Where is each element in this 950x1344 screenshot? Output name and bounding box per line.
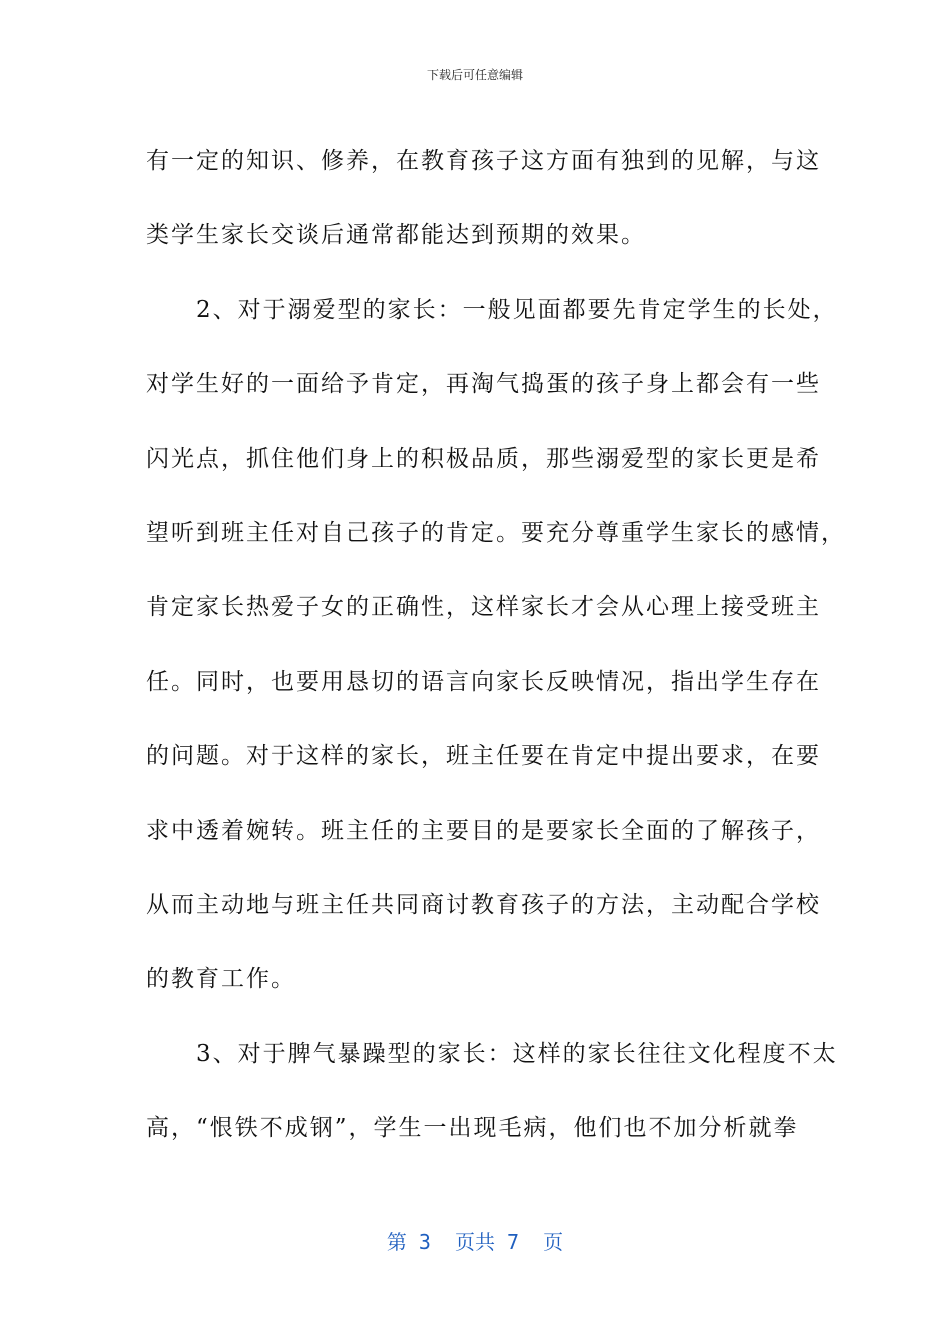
text-line: 有一定的知识、修养，在教育孩子这方面有独到的见解，与这 bbox=[146, 148, 821, 174]
text-line: 类学生家长交谈后通常都能达到预期的效果。 bbox=[146, 222, 646, 249]
text-line: 闪光点，抓住他们身上的积极品质，那些溺爱型的家长更是希 bbox=[146, 445, 821, 472]
text-line: 的问题。对于这样的家长，班主任要在肯定中提出要求，在要 bbox=[146, 743, 821, 770]
text-line: 从而主动地与班主任共同商讨教育孩子的方法，主动配合学校 bbox=[146, 891, 821, 918]
text-line: 望听到班主任对自己孩子的肯定。要充分尊重学生家长的感情， bbox=[146, 519, 846, 546]
header-note: 下载后可任意编辑 bbox=[426, 68, 523, 82]
text-line: 的教育工作。 bbox=[146, 966, 296, 993]
text-line: 高，“恨铁不成钢”，学生一出现毛病，他们也不加分析就拳 bbox=[146, 1115, 799, 1142]
text-line: 求中透着婉转。班主任的主要目的是要家长全面的了解孩子， bbox=[146, 817, 821, 844]
text-line: 肯定家长热爱子女的正确性，这样家长才会从心理上接受班主 bbox=[146, 594, 821, 621]
text-line: 任。同时，也要用恳切的语言向家长反映情况，指出学生存在 bbox=[146, 668, 821, 695]
text-line: 对学生好的一面给予肯定，再淘气捣蛋的孩子身上都会有一些 bbox=[146, 371, 821, 398]
text-line: 3、对于脾气暴躁型的家长：这样的家长往往文化程度不太 bbox=[146, 1040, 838, 1067]
page-number: 第 3 页共 7 页 bbox=[386, 1230, 564, 1254]
text-line: 2、对于溺爱型的家长：一般见面都要先肯定学生的长处， bbox=[146, 296, 838, 323]
document-body bbox=[146, 124, 846, 1165]
